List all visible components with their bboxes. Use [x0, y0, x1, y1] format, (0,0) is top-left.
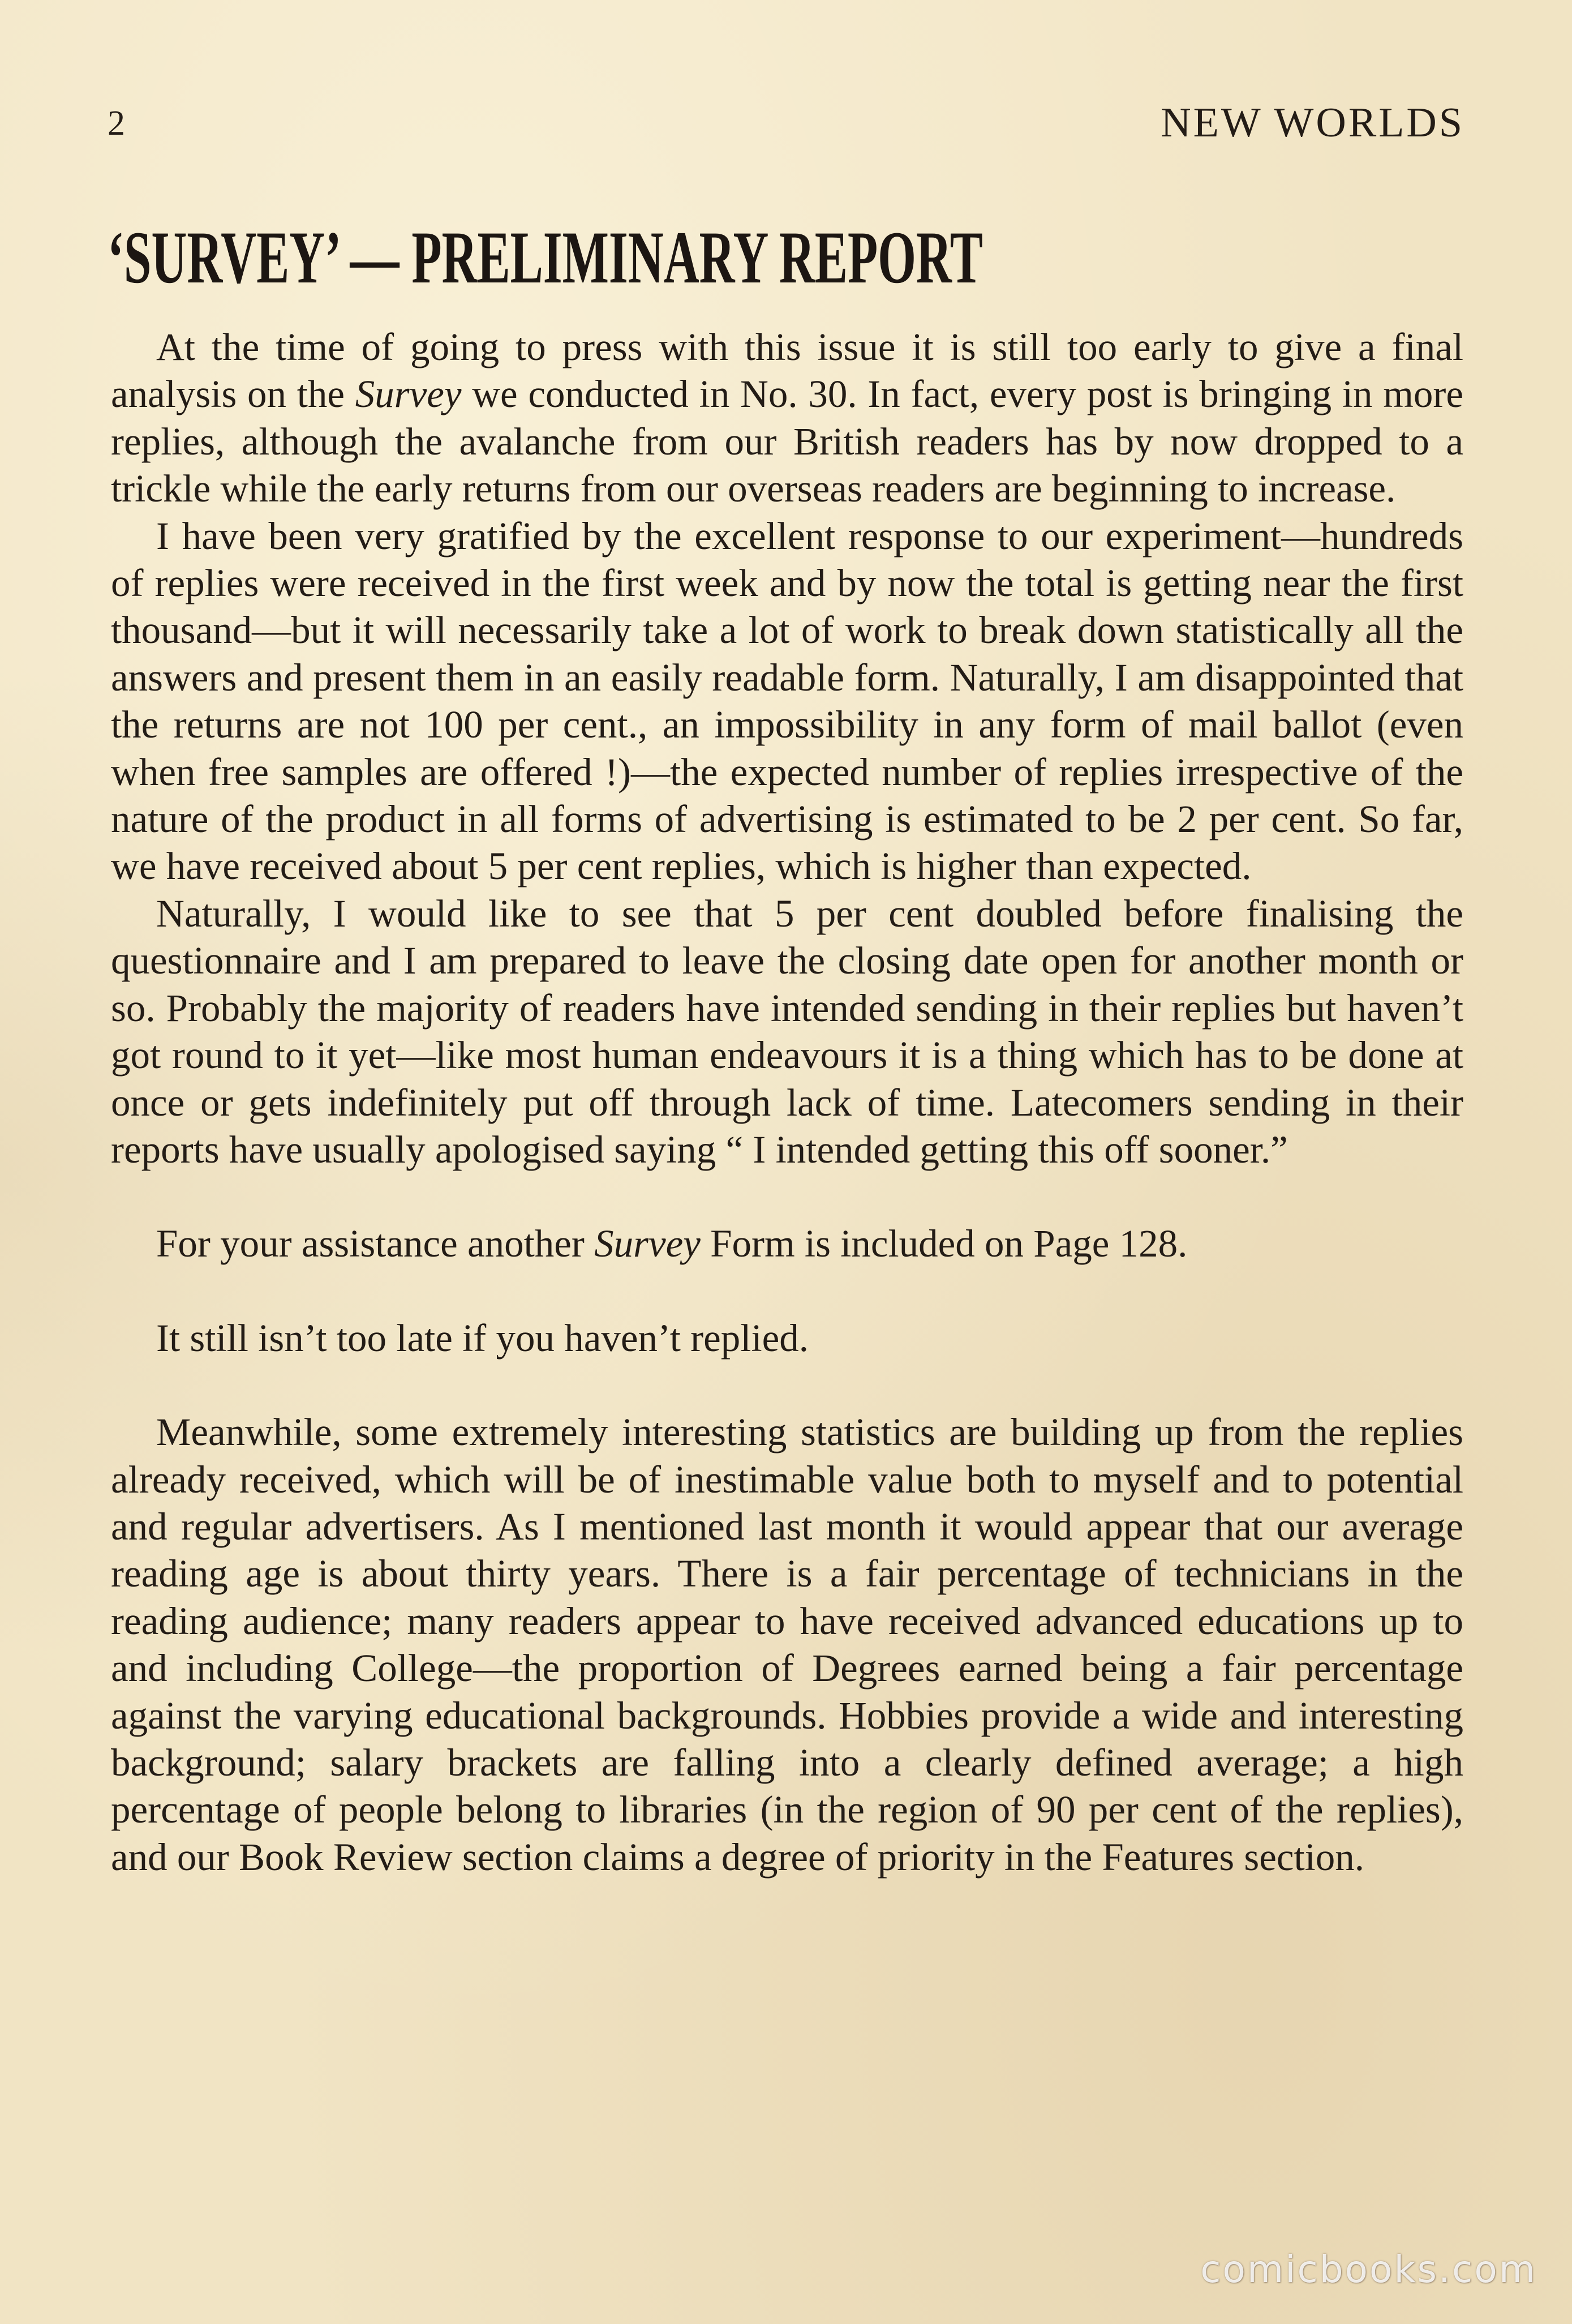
text-run: For your assistance another [156, 1222, 595, 1266]
article-title: ‘SURVEY’ — PRELIMINARY REPORT [108, 216, 983, 299]
paragraph-statistics [111, 1409, 1463, 1881]
paragraph-survey-form [111, 1220, 1463, 1267]
text-run: It still isn’t too late if you haven’t replied. [156, 1316, 809, 1360]
page-number: 2 [108, 104, 126, 143]
paragraph-not-too-late [111, 1315, 1463, 1362]
text-run: At the time of going to press with this issue it is still too early to give a final analysis on the [111, 325, 1463, 416]
italic-survey-word: Survey [355, 372, 462, 416]
paragraph-closing-date [111, 890, 1463, 1173]
running-head: NEW WORLDS [1161, 100, 1464, 146]
article-body [111, 324, 1463, 1881]
paragraph-response [111, 513, 1463, 890]
italic-survey-word: Survey [594, 1222, 701, 1266]
watermark-logo: comicbooks.com [1200, 2248, 1537, 2291]
paragraph-intro [111, 324, 1463, 513]
text-run: we conducted in No. 30. In fact, every post is bringing in more replies, although the avalanche from our British readers has by now dropped to a trickle while the early returns from our overseas readers are beginning to increase. [111, 372, 1463, 511]
text-run: Naturally, I would like to see that 5 per cent doubled before finalising the questionnaire and I am prepared to leave the closing date open for another month or so. Probably the majority of readers have intended sending in their replies but haven’t got round to it yet—like most human endeavours it is a thing which has to be done at once or gets indefinitely put off through lack of time. Latecomers sending in their reports have usually apologised saying “ I intended getting this off sooner.” [111, 891, 1463, 1171]
text-run: Meanwhile, some extremely interesting statistics are building up from the replies already received, which will be of inestimable value both to myself and to potential and regular advertisers. As I mentioned last month it would appear that our average reading age is about thirty years. There is a fair percentage of technicians in the reading audience; many readers appear to have received advanced educations up to and including College—the proportion of Degrees earned being a fair percentage against the varying educational backgrounds. Hobbies provide a wide and interesting background; salary brackets are falling into a clearly defined average; a high percentage of people belong to libraries (in the region of 90 per cent of the replies), and our Book Review section claims a degree of priority in the Features section. [111, 1410, 1463, 1879]
text-run: Form is included on Page 128. [700, 1222, 1188, 1266]
text-run: I have been very gratified by the excellent response to our experiment—hundreds of replies were received in the first week and by now the total is getting near the first thousand—but it will necessarily take a lot of work to break down statistically all the answers and present them in an easily readable form. Naturally, I am disappointed that the returns are not 100 per cent., an impossibility in any form of mail ballot (even when free samples are offered !)—the expected number of replies irrespective of the nature of the product in all forms of advertising is estimated to be 2 per cent. So far, we have received about 5 per cent replies, which is higher than expected. [111, 514, 1463, 888]
